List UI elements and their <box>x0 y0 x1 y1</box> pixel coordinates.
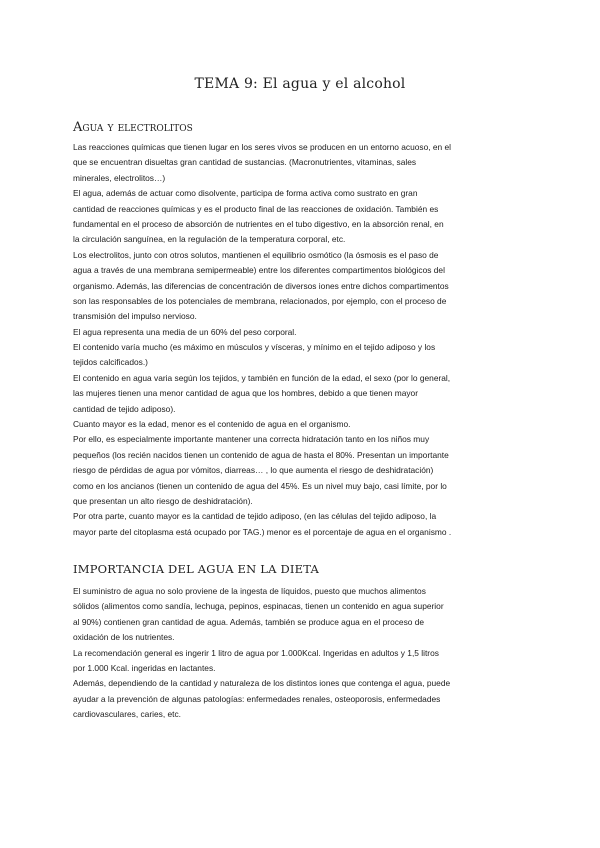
text-line: Cuanto mayor es la edad, menor es el contenido de agua en el organismo. <box>73 419 351 430</box>
text-line: fundamental en el proceso de absorción de nutrientes en el tubo digestivo, en la absorción renal, en <box>73 218 444 229</box>
text-line: ayudar a la prevención de algunas patologías: enfermedades renales, osteoporosis, enfermedades <box>73 693 441 704</box>
text-line: El suministro de agua no solo proviene de la ingesta de líquidos, puesto que muchos alimentos <box>73 586 426 596</box>
text-line: transmisión del impulso nervioso. <box>73 311 197 322</box>
text-line: sólidos (alimentos como sandía, lechuga, pepinos, espinacas, tienen un contenido en agua superior <box>73 601 444 612</box>
text-line: riesgo de pérdidas de agua por vómitos, diarreas… , lo que aumenta el riesgo de deshidratación) <box>73 465 434 476</box>
text-line: Las reacciones químicas que tienen lugar en los seres vivos se producen en un entorno acuoso, en el <box>73 142 452 152</box>
text-line: mayor parte del citoplasma está ocupado por TAG.) menor es el porcentaje de agua en el organismo . <box>73 526 452 537</box>
text-line: La recomendación general es ingerir 1 litro de agua por 1.000Kcal. Ingeridas en adultos y 1,5 litros <box>73 647 439 658</box>
text-line: son las responsables de los potenciales de membrana, relacionados, por ejemplo, con el proceso de <box>73 295 447 306</box>
text-line: minerales, electrolitos…) <box>73 172 166 183</box>
text-line: al 90%) contienen gran cantidad de agua. Además, también se produce agua en el proceso de <box>73 616 425 627</box>
text-line: Por ello, es especialmente importante mantener una correcta hidratación tanto en los niños muy <box>73 434 430 445</box>
text-line: Los electrolitos, junto con otros solutos, mantienen el equilibrio osmótico (la ósmosis es el paso de <box>73 249 439 260</box>
text-line: las mujeres tienen una menor cantidad de agua que los hombres, debido a que tienen mayor <box>73 388 418 399</box>
text-line: organismo. Además, las diferencias de concentración de diversos iones entre dichos compartimentos <box>73 280 449 291</box>
section-heading-agua-electrolitos: Agua y electrolitos <box>73 120 193 135</box>
text-line: Por otra parte, cuanto mayor es la cantidad de tejido adiposo, (en las células del tejido adiposo, la <box>73 511 437 522</box>
text-line: oxidación de los nutrientes. <box>73 632 175 643</box>
text-line: que presentan un alto riesgo de deshidratación). <box>73 495 253 506</box>
text-line: El contenido en agua varia según los tejidos, y también en función de la edad, el sexo (por lo general, <box>73 372 451 383</box>
section-body-agua-electrolitos <box>73 140 533 540</box>
text-line: la circulación sanguínea, en la regulación de la temperatura corporal, etc. <box>73 234 346 245</box>
text-line: cantidad de reacciones químicas y es el producto final de las reacciones de oxidación. También es <box>73 203 439 214</box>
text-line: que se encuentran disueltas gran cantidad de sustancias. (Macronutrientes, vitaminas, sales <box>73 157 417 168</box>
text-line: por 1.000 Kcal. ingeridas en lactantes. <box>73 662 216 673</box>
text-line: pequeños (los recién nacidos tienen un contenido de agua de hasta el 80%. Presentan un importante <box>73 449 449 460</box>
text-line: cardiovasculares, caries, etc. <box>73 709 181 720</box>
text-line: El agua representa una media de un 60% del peso corporal. <box>73 326 297 337</box>
text-line: tejidos calcificados.) <box>73 357 148 368</box>
text-line: El contenido varía mucho (es máximo en músculos y vísceras, y mínimo en el tejido adiposo y los <box>73 342 436 353</box>
text-line: agua a través de una membrana semipermeable) entre los diferentes compartimentos biológicos del <box>73 265 445 276</box>
text-line: como en los ancianos (tienen un contenido de agua del 45%. Es un nivel muy bajo, casi límite, por lo <box>73 480 447 491</box>
text-line: Además, dependiendo de la cantidad y naturaleza de los distintos iones que contenga el agua, puede <box>73 678 451 689</box>
section-heading-importancia-agua: IMPORTANCIA DEL AGUA EN LA DIETA <box>73 562 319 576</box>
text-line: El agua, además de actuar como disolvente, participa de forma activa como sustrato en gran <box>73 188 418 199</box>
document-title: TEMA 9: El agua y el alcohol <box>194 76 406 92</box>
section-body-importancia-agua <box>73 584 533 723</box>
text-line: cantidad de tejido adiposo). <box>73 403 176 414</box>
